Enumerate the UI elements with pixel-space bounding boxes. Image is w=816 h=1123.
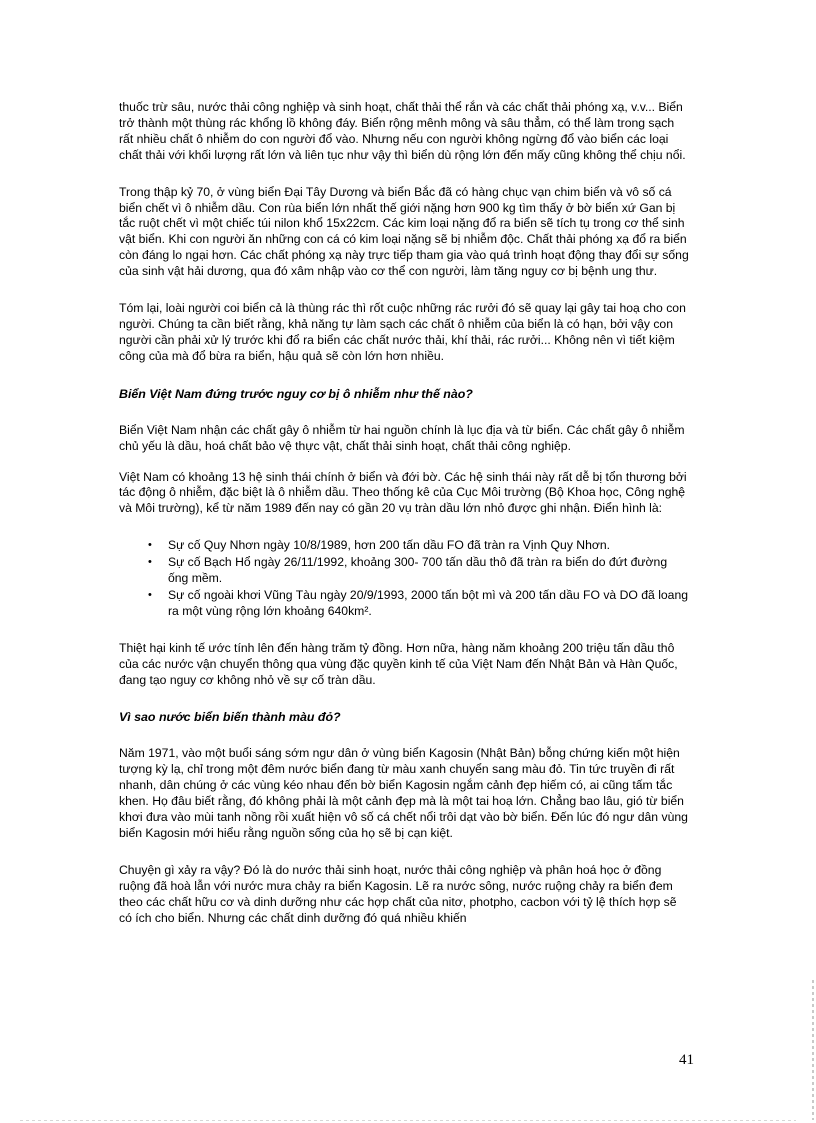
section-heading: Vì sao nước biển biến thành màu đỏ? [119,710,341,725]
list-item [119,555,689,587]
page-content [119,100,689,927]
paragraph: Việt Nam có khoảng 13 hệ sinh thái chính ở biển và đới bờ. Các hệ sinh thái này rất dễ bị tổn thương bởi tác động ô nhiễm, đặc biệt là ô nhiễm dầu. Theo thống kê của Cục Môi trường (Bộ Khoa học, Công nghệ và Môi trường), kể từ năm 1989 đến nay có gần 20 vụ tràn dầu lớn nhỏ được ghi nhận. Điển hình là: [119,469,687,516]
list-item [119,538,689,554]
page-bottom-marker [20,1120,796,1121]
page-number: 41 [679,1052,694,1068]
bullet-icon: • [148,539,152,552]
paragraph: Trong thập kỷ 70, ở vùng biển Đại Tây Dương và biển Bắc đã có hàng chục vạn chim biển và vô số cá biển chết vì ô nhiễm dầu. Con rùa biển lớn nhất thế giới nặng hơn 900 kg tìm thấy ở bờ biển xứ Gan bị tắc ruột chết vì một chiếc túi nilon khổ 15x22cm. Các kim loại nặng đổ ra biển sẽ tích tụ trong cơ thể sinh vật biển. Khi con người ăn những con cá có kim loại nặng sẽ bị nhiễm độc. Chất thải phóng xạ đổ ra biển còn đáng lo ngại hơn. Các chất phóng xạ này trực tiếp tham gia vào quá trình hoạt động thay đổi sự sống của sinh vật hải dương, qua đó xâm nhập vào cơ thể con người, làm tăng nguy cơ bị bệnh ung thư. [119,184,689,279]
paragraph: thuốc trừ sâu, nước thải công nghiệp và sinh hoạt, chất thải thể rắn và các chất thải phóng xạ, v.v... Biển trở thành một thùng rác khổng lồ không đáy. Biển rộng mênh mông và sâu thẳm, có thể làm trong sạch rất nhiều chất ô nhiễm do con người đổ vào. Nhưng nếu con người không ngừng đổ vào biển các loại chất thải với khối lượng rất lớn và liên tục như vậy thì biển dù rộng lớn đến mấy cũng không thể chịu nổi. [119,100,686,162]
list-item [119,588,689,620]
bullet-icon: • [148,588,152,601]
paragraph: Thiệt hại kinh tế ước tính lên đến hàng trăm tỷ đồng. Hơn nữa, hàng năm khoảng 200 triệu tấn dầu thô của các nước vận chuyển thông qua vùng đặc quyền kinh tế của Việt Nam đến Nhật Bản và Hàn Quốc, đang tạo nguy cơ không nhỏ về sự cố tràn dầu. [119,640,678,687]
list-item-text: Sự cố Quy Nhơn ngày 10/8/1989, hơn 200 tấn dầu FO đã tràn ra Vịnh Quy Nhơn. [168,538,611,553]
paragraph: Biển Việt Nam nhận các chất gây ô nhiễm từ hai nguồn chính là lục địa và từ biển. Các chất gây ô nhiễm chủ yếu là dầu, hoá chất bảo vệ thực vật, chất thải sinh hoạt, chất thải công nghiệp. [119,422,685,453]
page-edge-marker [812,980,814,1120]
bullet-icon: • [148,556,152,569]
paragraph: Năm 1971, vào một buổi sáng sớm ngư dân ở vùng biển Kagosin (Nhật Bản) bỗng chứng kiến một hiện tượng kỳ lạ, chỉ trong một đêm nước biển đang từ màu xanh chuyển sang màu đỏ. Tin tức truyền đi rất nhanh, dân chúng ở các vùng kéo nhau đến bờ biển Kagosin ngắm cảnh đẹp hiếm có, ai cũng tấm tắc khen. Họ đâu biết rằng, đó không phải là một cảnh đẹp mà là một tai hoạ lớn. Chẳng bao lâu, gió từ biển khơi đưa vào mùi tanh nồng rồi xuất hiện vô số cá chết nổi trôi dạt vào bờ biển. Đến lúc đó ngư dân vùng biển Kagosin mới hiểu rằng nguồn sống của họ sẽ bị cạn kiệt. [119,746,688,840]
paragraph: Chuyện gì xảy ra vậy? Đó là do nước thải sinh hoạt, nước thải công nghiệp và phân hoá học ở đồng ruộng đã hoà lẫn với nước mưa chảy ra biển Kagosin. Lẽ ra nước sông, nước ruộng chảy ra biển đem theo các chất hữu cơ và dinh dưỡng như các hợp chất của nitơ, photpho, cacbon với tỷ lệ thích hợp sẽ có ích cho biển. Nhưng các chất dinh dưỡng đó quá nhiều khiến [119,862,677,925]
paragraph: Tóm lại, loài người coi biển cả là thùng rác thì rốt cuộc những rác rưởi đó sẽ quay lại gây tai hoạ cho con người. Chúng ta cần biết rằng, khả năng tự làm sạch các chất ô nhiễm của biển là có hạn, bởi vậy con người cần phải xử lý trước khi đổ ra biển các chất nước thải, khí thải, rác rưởi... Không nên vì tiết kiệm công của mà đổ bừa ra biển, hậu quả sẽ còn lớn hơn nhiều. [119,301,686,363]
list-item-text: Sự cố Bạch Hổ ngày 26/11/1992, khoảng 300- 700 tấn dầu thô đã tràn ra biển do đứt đường ống mềm. [168,555,668,586]
section-heading: Biển Việt Nam đứng trước nguy cơ bị ô nhiễm như thế nào? [119,386,473,401]
incident-list [119,538,689,620]
list-item-text: Sự cố ngoài khơi Vũng Tàu ngày 20/9/1993, 2000 tấn bột mì và 200 tấn dầu FO và DO đã loang ra một vùng rộng lớn khoảng 640km². [168,587,689,618]
